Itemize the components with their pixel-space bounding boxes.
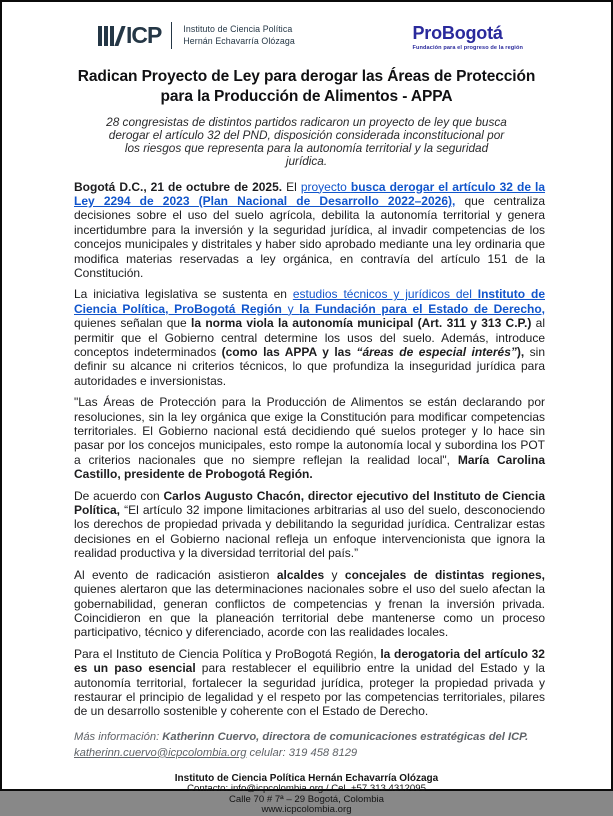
text-run: “El artículo 32 impone limitaciones arbitrarias al uso del suelo, desconociendo los derechos de propiedad privada y debilitando la seguridad jurídica. Centralizar estas decisiones en el Gobierno nacional refleja un enfoque intervencionista que ignora la realidad productiva y la diversidad territorial del país.” [74, 503, 545, 561]
text-run: Más información: [74, 730, 163, 743]
icp-logo-divider [171, 22, 172, 49]
icp-name-line1: Instituto de Ciencia Política [183, 24, 293, 35]
inline-link[interactable]: estudios técnicos y jurídicos del [292, 287, 478, 302]
icp-diagonal-icon [114, 26, 125, 46]
document-header [2, 2, 611, 51]
icp-bar-icon [104, 26, 108, 46]
footer-org-name: Instituto de Ciencia Política Hernán Echavarría Olózaga [174, 772, 439, 784]
text-run: El [286, 179, 301, 194]
text-run: sin definir su alcance ni criterios técnicos, lo que profundiza la inseguridad jurídica para autoridades e inversionistas. [74, 345, 546, 388]
paragraph-event [74, 568, 545, 640]
text-run: la norma viola la autonomía municipal (Art. 311 y 313 C.P.) [191, 316, 532, 331]
icp-logo-text [183, 24, 295, 47]
text-run: Katherinn Cuervo, directora de comunicaciones estratégicas del ICP. [162, 730, 529, 743]
footer-contact: Contacto: info@icpcolombia.org / Cel. +57 313 4312095 [187, 783, 426, 795]
subtitle: 28 congresistas de distintos partidos radicaron un proyecto de ley que busca derogar el artículo 32 del PND, disposición considerada inconstitucional por los riesgos que representa para la autonomía territorial y la seguridad jurídica. [106, 114, 507, 168]
paragraph-legal-basis [74, 287, 545, 388]
icp-bar-icon [98, 26, 102, 46]
probogota-wordmark: ProBogotá [412, 23, 503, 43]
contact-info-line2 [74, 746, 545, 760]
text-run: que centraliza decisiones sobre el uso del suelo agrícola, debilita la autonomía territorial y genera incertidumbre para la inversión y la seguridad jurídica, al invadir competencias de los concejos municipales y distritales y haber sido aprobado mediante una ley ordinaria que modifica materias reservadas a ley orgánica, en contravía del artículo 151 de la Constitución. [74, 193, 545, 280]
text-run: al permitir que el Gobierno central determine los usos del suelo. Además, introduce conceptos indeterminados [74, 316, 545, 359]
inline-link[interactable]: katherinn.cuervo@icpcolombia.org [74, 746, 247, 759]
icp-logo-mark-icon [98, 24, 161, 48]
text-run: y [324, 567, 345, 582]
text-run: celular: 319 458 8129 [246, 746, 358, 759]
text-run: La iniciativa legislativa se sustenta en [74, 287, 293, 302]
inline-link[interactable]: Instituto de Ciencia Política, ProBogotá Región [74, 287, 545, 316]
document-footer [2, 774, 611, 816]
icp-logo [98, 22, 295, 49]
footer-website: www.icpcolombia.org [261, 804, 352, 816]
text-run: la derogatoria del artículo 32 es un paso esencial [74, 646, 545, 676]
text-run: Bogotá D.C., 21 de octubre de 2025. [74, 179, 287, 194]
inline-link[interactable]: y [281, 301, 300, 316]
footer-address: Calle 70 # 7ª – 29 Bogotá, Colombia [228, 793, 385, 805]
text-run: ), [516, 345, 525, 359]
probogota-logo [412, 22, 523, 51]
text-run: para restablecer el equilibrio entre la unidad del Estado y la autonomía territorial, fortalecer la seguridad jurídica, proteger la propiedad privada y restaurar el principio de legalidad y el respeto por las competencias territoriales, pilares de un desarrollo sostenible y coherente con el Estado de Derecho. [74, 661, 545, 719]
text-run: Al evento de radicación asistieron [74, 567, 277, 582]
text-run: "Las Áreas de Protección para la Producción de Alimentos se están declarando por resoluciones, sin la ley orgánica que exige la Constitución para modificar competencias territoriales. El Gobierno nacional está decidiendo qué suelos proteger y lo hace sin pasar por los concejos municipales, esto rompe la autonomía local y subordina los POT a criterios nacionales que no siempre reflejan la realidad local", [74, 395, 545, 467]
probogota-tagline: Fundación para el progreso de la región [412, 45, 523, 51]
text-run: alcaldes [276, 567, 325, 582]
text-run: (como las APPA y las [221, 345, 357, 359]
icp-acronym: ICP [126, 22, 162, 48]
text-run: “áreas de especial interés” [356, 345, 517, 359]
inline-link[interactable]: la Fundación para el Estado de Derecho, [299, 301, 545, 316]
contact-info-line1 [74, 730, 545, 744]
text-run: Para el Instituto de Ciencia Política y ProBogotá Región, [74, 646, 381, 661]
document-body [2, 180, 611, 760]
page-title: Radican Proyecto de Ley para derogar las Áreas de Protección para la Producción de Alimentos - APPA [77, 68, 536, 105]
text-run: María Carolina Castillo, presidente de Probogotá Región. [74, 452, 545, 482]
paragraph-quote-chacon [74, 489, 545, 561]
text-run: quienes alertaron que las determinaciones nacionales sobre el uso del suelo afectan la gobernabilidad, generan conflictos de competencias y frenan la inversión privada. Coincidieron en que la planeación territorial debe mantenerse como un proceso participativo, técnico y diferenciado, acorde con las realidades locales. [74, 582, 545, 640]
icp-name-line2: Hernán Echavarría Olózaga [183, 35, 295, 46]
text-run: Carlos Augusto Chacón, director ejecutivo del Instituto de Ciencia Política, [74, 488, 545, 518]
text-run: quienes señalan que [74, 316, 192, 331]
text-run: De acuerdo con [74, 488, 164, 503]
paragraph-conclusion [74, 647, 545, 719]
inline-link[interactable]: busca derogar el artículo 32 de la Ley 2294 de 2023 (Plan Nacional de Desarrollo 2022–2026), [74, 179, 546, 208]
text-run: concejales de distintas regiones, [344, 567, 545, 582]
inline-link[interactable]: proyecto [300, 179, 351, 194]
paragraph-quote-castillo [74, 395, 545, 481]
paragraph-dateline [74, 180, 545, 281]
icp-bar-icon [110, 26, 114, 46]
